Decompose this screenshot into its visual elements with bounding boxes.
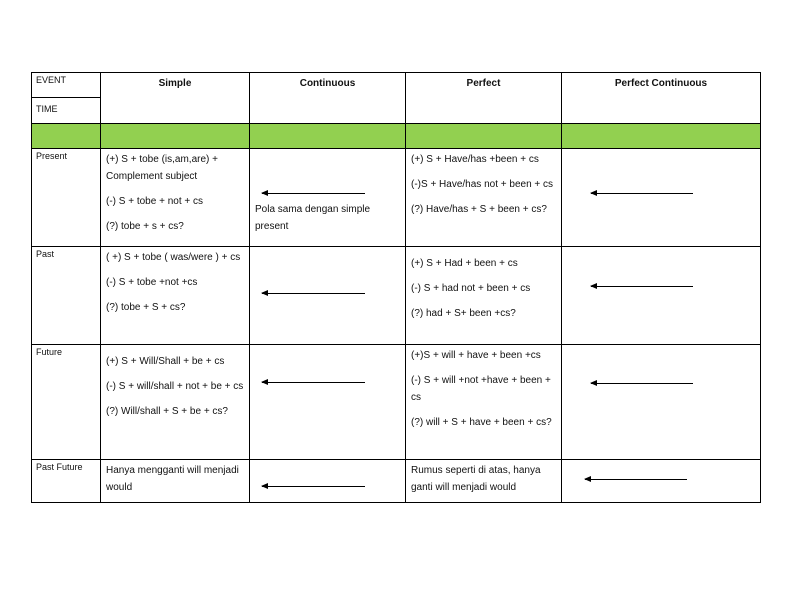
table-row-future bbox=[32, 345, 761, 460]
left-arrow-icon bbox=[591, 193, 693, 194]
perfect-cell bbox=[406, 247, 562, 345]
continuous-note: Pola sama dengan simple present bbox=[255, 204, 371, 232]
perfect-continuous-cell bbox=[562, 247, 761, 345]
note-text: Hanya mengganti will menjadi would bbox=[106, 465, 239, 493]
simple-cell bbox=[101, 247, 250, 345]
time-cell: Past bbox=[32, 247, 101, 345]
formula-positive: ( +) S + tobe ( was/were ) + cs bbox=[106, 252, 241, 263]
left-arrow-icon bbox=[262, 193, 365, 194]
continuous-cell bbox=[250, 149, 406, 247]
continuous-header: Continuous bbox=[250, 73, 406, 124]
time-cell: Past Future bbox=[32, 460, 101, 503]
formula-negative: (-) S + will/shall + not + be + cs bbox=[106, 381, 244, 392]
formula-positive: (+) S + Had + been + cs bbox=[411, 258, 518, 269]
left-arrow-icon bbox=[591, 383, 693, 384]
perfect-continuous-cell bbox=[562, 460, 761, 503]
formula-negative: (-) S + will +not +have + been + cs bbox=[411, 375, 551, 403]
formula-question: (?) will + S + have + been + cs? bbox=[411, 417, 552, 428]
perfect-cell bbox=[406, 149, 562, 247]
simple-cell bbox=[101, 460, 250, 503]
table-row-past-future bbox=[32, 460, 761, 503]
perfect-header: Perfect bbox=[406, 73, 562, 124]
left-arrow-icon bbox=[262, 486, 365, 487]
simple-header: Simple bbox=[101, 73, 250, 124]
perfect-continuous-cell bbox=[562, 345, 761, 460]
time-label: TIME bbox=[36, 104, 58, 114]
continuous-cell bbox=[250, 247, 406, 345]
formula-positive: (+) S + Will/Shall + be + cs bbox=[106, 356, 225, 367]
formula-negative: (-)S + Have/has not + been + cs bbox=[411, 179, 554, 190]
table-row-past bbox=[32, 247, 761, 345]
simple-cell bbox=[101, 149, 250, 247]
tenses-table bbox=[31, 72, 761, 503]
perfect-continuous-header: Perfect Continuous bbox=[562, 73, 761, 124]
note-text: Rumus seperti di atas, hanya ganti will menjadi would bbox=[411, 465, 541, 493]
left-arrow-icon bbox=[585, 479, 687, 480]
formula-positive: (+) S + Have/has +been + cs bbox=[411, 154, 539, 165]
green-separator-row bbox=[32, 124, 761, 149]
table-row-present bbox=[32, 149, 761, 247]
formula-question: (?) Have/has + S + been + cs? bbox=[411, 204, 547, 215]
time-cell: Present bbox=[32, 149, 101, 247]
event-time-header bbox=[32, 73, 101, 124]
perfect-cell bbox=[406, 460, 562, 503]
event-label: EVENT bbox=[32, 73, 100, 98]
formula-question: (?) Will/shall + S + be + cs? bbox=[106, 406, 228, 417]
time-cell: Future bbox=[32, 345, 101, 460]
perfect-continuous-cell bbox=[562, 149, 761, 247]
formula-negative: (-) S + tobe + not + cs bbox=[106, 196, 203, 207]
formula-positive: (+) S + tobe (is,am,are) + Complement subject bbox=[106, 154, 218, 182]
formula-negative: (-) S + had not + been + cs bbox=[411, 283, 531, 294]
simple-cell bbox=[101, 345, 250, 460]
formula-question: (?) tobe + s + cs? bbox=[106, 221, 184, 232]
perfect-cell bbox=[406, 345, 562, 460]
left-arrow-icon bbox=[262, 382, 365, 383]
continuous-cell bbox=[250, 345, 406, 460]
left-arrow-icon bbox=[591, 286, 693, 287]
formula-negative: (-) S + tobe +not +cs bbox=[106, 277, 198, 288]
formula-question: (?) had + S+ been +cs? bbox=[411, 308, 516, 319]
header-row bbox=[32, 73, 761, 124]
left-arrow-icon bbox=[262, 293, 365, 294]
formula-positive: (+)S + will + have + been +cs bbox=[411, 350, 541, 361]
continuous-cell bbox=[250, 460, 406, 503]
formula-question: (?) tobe + S + cs? bbox=[106, 302, 186, 313]
